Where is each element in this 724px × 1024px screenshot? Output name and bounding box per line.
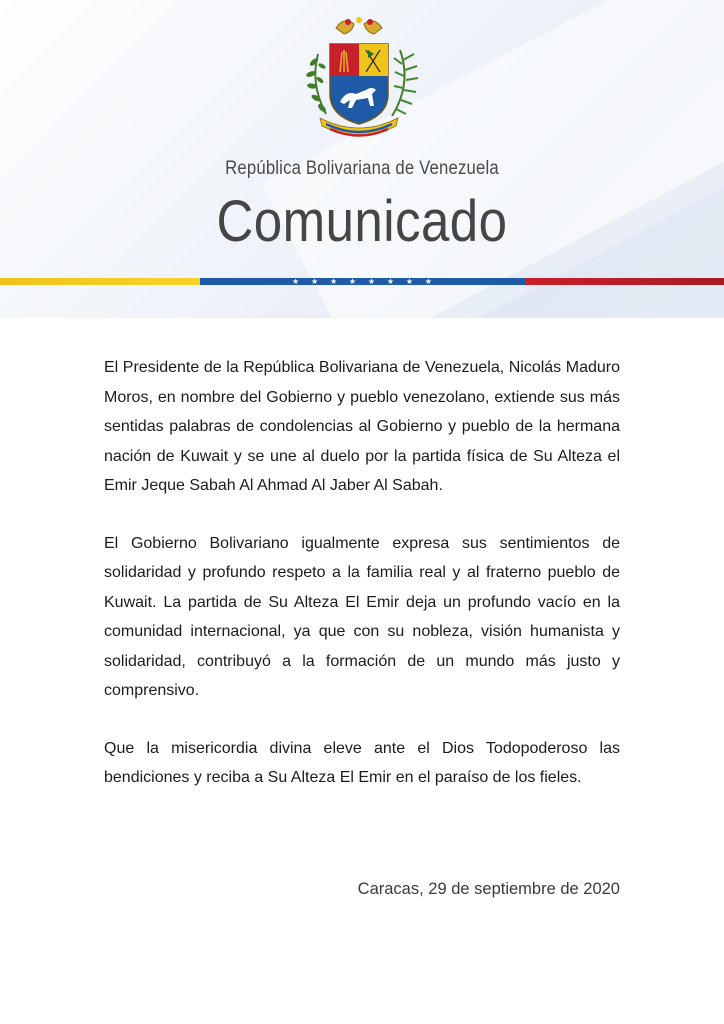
star-icon: ★: [292, 277, 300, 286]
star-icon: ★: [405, 277, 413, 286]
flag-stars: [292, 277, 432, 287]
issuer-name: República Bolivariana de Venezuela: [225, 158, 499, 179]
star-icon: ★: [367, 277, 376, 286]
flag-stripe-red: [525, 278, 724, 285]
star-icon: ★: [329, 277, 338, 286]
flag-stripe-yellow: [0, 278, 200, 285]
paragraph: Que la misericordia divina eleve ante el Dios Todopoderoso las bendiciones y reciba a Su Alteza El Emir en el paraíso de los fieles.: [104, 739, 620, 786]
star-icon: ★: [310, 277, 319, 286]
dateline: Caracas, 29 de septiembre de 2020: [357, 880, 620, 898]
letterhead: [0, 0, 724, 318]
document-title: Comunicado: [216, 189, 508, 254]
communique-body: [104, 353, 620, 821]
star-icon: ★: [424, 277, 432, 286]
paragraph: El Gobierno Bolivariano igualmente expresa sus sentimientos de solidaridad y profundo respeto a la familia real y al fraterno pueblo de Kuwait. La partida de Su Alteza El Emir deja un profundo vacío en la comunidad internacional, ya que con su nobleza, visión humanista y solidaridad, contribuyó a la formación de un mundo más justo y comprensivo.: [104, 534, 620, 699]
paragraph: El Presidente de la República Bolivariana de Venezuela, Nicolás Maduro Moros, en nombre del Gobierno y pueblo venezolano, extiende sus más sentidas palabras de condolencias al Gobierno y pueblo de la hermana nación de Kuwait y se une al duelo por la partida física de Su Alteza el Emir Jeque Sabah Al Ahmad Al Jaber Al Sabah.: [104, 359, 620, 494]
star-icon: ★: [386, 277, 395, 286]
coat-of-arms-icon: [296, 14, 422, 144]
star-icon: ★: [348, 277, 357, 286]
